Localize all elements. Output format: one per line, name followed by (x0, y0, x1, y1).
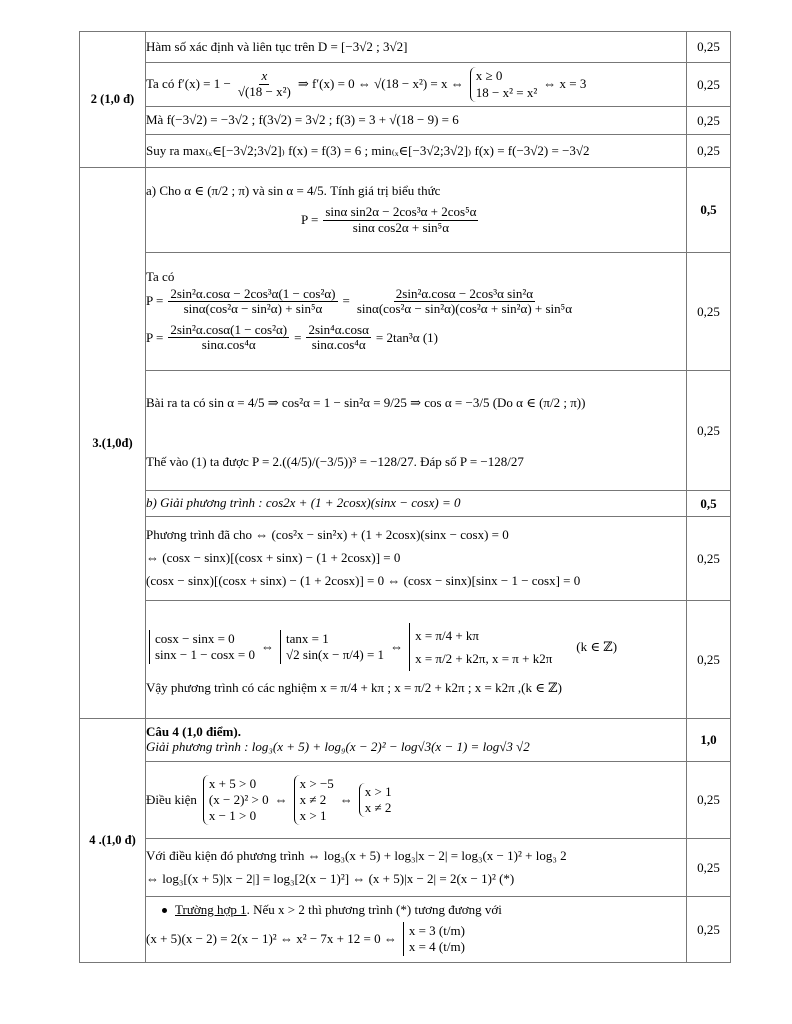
q3-label: 3.(1,0đ) (80, 168, 146, 719)
q2-values: Mà f(−3√2) = −3√2 ; f(3√2) = 3√2 ; f(3) = 3 + √(18 − 9) = 6 (146, 107, 687, 135)
q4-case-1: Trường hợp 1. Nếu x > 2 thì phương trình (*) tương đương với (x + 5)(x − 2) = 2(x − 1)² ⇔ x² − 7x + 12 = 0 ⇔ x = 3 (t/m) x = 4 (t/m) (146, 897, 687, 963)
q3b-solution: cosx − sinx = 0 sinx − 1 − cosx = 0 ⇔ tanx = 1 √2 sin(x − π/4) = 1 ⇔ x = π/4 + kπ x = π/2 + k2π, x = π + k2π (k ∈ ℤ) Vậy phương trình có các nghiệm x = π/4 + kπ ; x = π/2 + k2π ; x = k2π ,(k ∈ ℤ) (146, 601, 687, 719)
q3a-statement: a) Cho α ∈ (π/2 ; π) và sin α = 4/5. Tính giá trị biểu thức P = $\frac{\text{sinα sin2α − 2cos³α + 2cos⁵α}}{\text{sinα cos2α + sin⁵α}}$ (146, 168, 687, 253)
q3-score-6: 0,25 (687, 601, 731, 719)
q4-conditions: Điều kiện x + 5 > 0 (x − 2)² > 0 x − 1 > 0 ⇔ x > −5 x ≠ 2 x > 1 ⇔ x > 1 x ≠ 2 (146, 762, 687, 839)
q2-conclusion: Suy ra max₍ₓ∈[−3√2;3√2]₎ f(x) = f(3) = 6 ; min₍ₓ∈[−3√2;3√2]₎ f(x) = f(−3√2) = −3√2 (146, 135, 687, 168)
q3-score-5: 0,25 (687, 517, 731, 601)
q3-score-a: 0,5 (687, 168, 731, 253)
q4-score-4: 0,25 (687, 897, 731, 963)
answer-table (79, 31, 731, 963)
q2-score-4: 0,25 (687, 135, 731, 168)
q2-label: 2 (1,0 đ) (80, 32, 146, 168)
q4-statement (146, 719, 687, 762)
q4-score-3: 0,25 (687, 839, 731, 897)
q2-derivative (146, 63, 687, 107)
q4-equation: Giải phương trình : log₃(x + 5) + log₉(x − 2)² − log√3(x − 1) = log√3 √2 (146, 739, 530, 754)
q3-score-3: 0,25 (687, 371, 731, 491)
q3-score-b: 0,5 (687, 491, 731, 517)
q3a-result: Bài ra ta có sin α = 4/5 ⇒ cos²α = 1 − sin²α = 9/25 ⇒ cos α = −3/5 (Do α ∈ (π/2 ; π)) Thế vào (1) ta được P = 2.((4/5)/(−3/5))³ = −128/27. Đáp số P = −128/27 (146, 371, 687, 491)
q4-score-1: 1,0 (687, 719, 731, 762)
q3a-statement-text: a) Cho α ∈ (π/2 ; π) và sin α = 4/5. Tính giá trị biểu thức (146, 183, 441, 199)
q2-derivative-start: Ta có f′(x) = 1 − (146, 76, 231, 92)
q2-derivative-end: ⇔ x = 3 (543, 76, 587, 92)
q3b-conclusion: Vậy phương trình có các nghiệm x = π/4 + kπ ; x = π/2 + k2π ; x = k2π ,(k ∈ ℤ) (146, 680, 562, 696)
q3b-transformation: Phương trình đã cho ⇔ (cos²x − sin²x) + (1 + 2cosx)(sinx − cosx) = 0 ⇔ (cosx − sinx)[(cosx + sinx) − (1 + 2cosx)] = 0 (cosx − sinx)[(cosx + sinx) − (1 + 2cosx)] = 0 ⇔ (cosx − sinx)[sinx − 1 − cosx] = 0 (146, 517, 687, 601)
q2-system: x ≥ 0 18 − x² = x² (470, 67, 537, 102)
bullet-icon (162, 908, 167, 913)
q3b-statement: b) Giải phương trình : cos2x + (1 + 2cosx)(sinx − cosx) = 0 (146, 491, 687, 517)
q4-transformation: Với điều kiện đó phương trình ⇔ log₃(x + 5) + log₃|x − 2| = log₃(x − 1)² + log₃ 2 ⇔ log₃[(x + 5)|x − 2|] = log₃[2(x − 1)²] ⇔ (x + 5)|x − 2| = 2(x − 1)² (*) (146, 839, 687, 897)
q4-title: Câu 4 (1,0 điểm). (146, 724, 241, 740)
q2-derivative-mid: ⇒ f′(x) = 0 ⇔ √(18 − x²) = x ⇔ (297, 76, 464, 92)
q3a-simplification: Ta có P = $\frac{\text{2sin²α.cosα − 2cos³α(1 − cos²α)}}{\text{sinα(cos²α − sin²α) + sin⁵α}}$ = $\frac{\text{2sin²α.cosα − 2cos³α sin²α}}{\text{sinα(cos²α − sin²α)(cos²α + sin²α) + sin⁵α}}$ P = $\frac{\text{2sin²α.cosα(1 − cos²α)}}{\text{sinα.cos⁴α}}$ = $\frac{\text{2sin⁴α.cosα}}{\text{sinα.cos⁴α}}$ = 2tan³α (1) (146, 253, 687, 371)
q2-derivative-fraction: $\frac{x}{\text{√(18 − x²)}}$ (237, 68, 291, 99)
q3-score-2: 0,25 (687, 253, 731, 371)
q4-score-2: 0,25 (687, 762, 731, 839)
q2-score-2: 0,25 (687, 63, 731, 107)
q3a-expression: $\frac{\text{sinα sin2α − 2cos³α + 2cos⁵α}}{\text{sinα cos2α + sin⁵α}}$ (325, 204, 477, 235)
q4-label: 4 .(1,0 đ) (80, 719, 146, 963)
q2-domain-text: Hàm số xác định và liên tục trên D = [−3√2 ; 3√2] (146, 32, 687, 63)
q2-score-1: 0,25 (687, 32, 731, 63)
q2-score-3: 0,25 (687, 107, 731, 135)
